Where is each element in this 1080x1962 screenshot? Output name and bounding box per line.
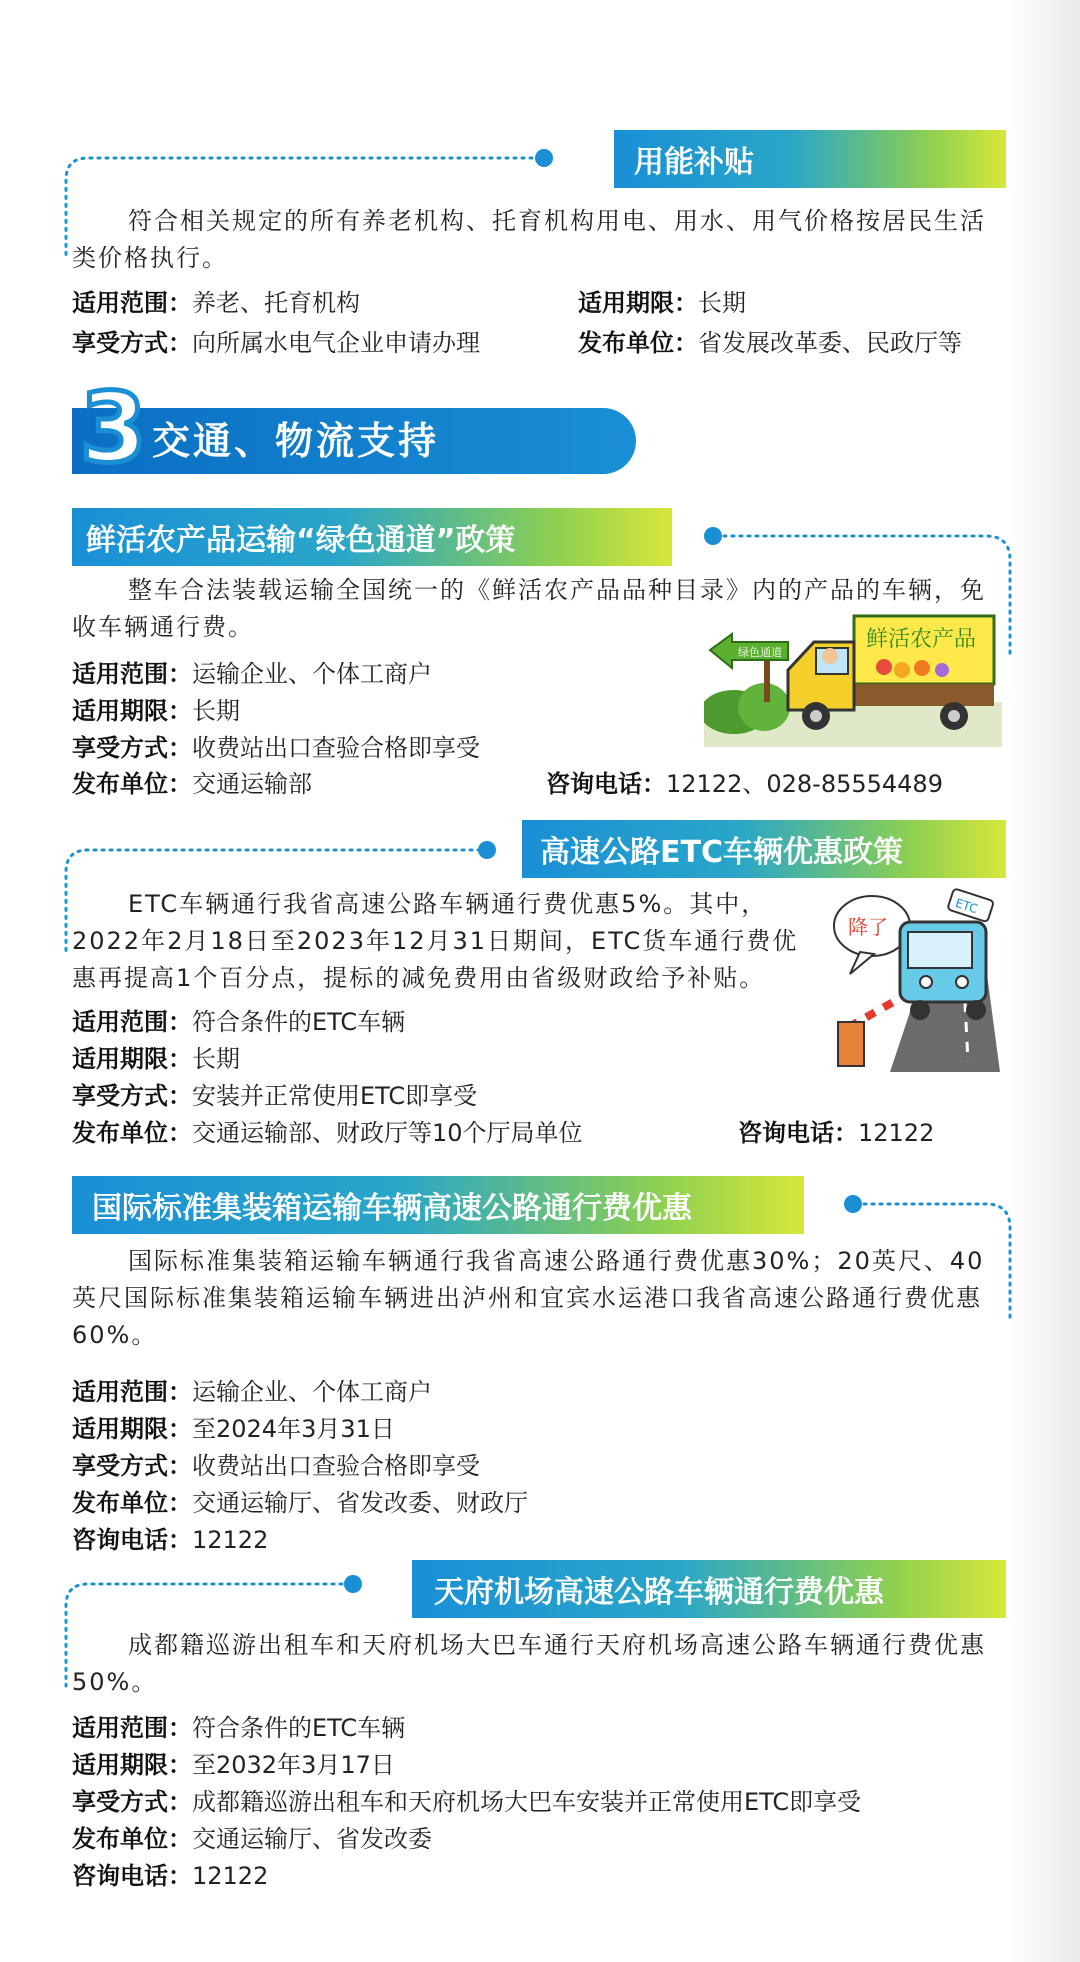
section-header-title: 交通、物流支持 xyxy=(152,419,440,463)
connector-dot xyxy=(478,841,496,859)
cargo-label: 鲜活农产品 xyxy=(866,627,977,652)
meta-scope: 适用范围：符合条件的ETC车辆 xyxy=(72,1714,406,1742)
policy-body: 成都籍巡游出租车和天府机场大巴车通行天府机场高速公路车辆通行费优惠50%。 xyxy=(72,1631,986,1696)
meta-phone: 咨询电话：12122 xyxy=(72,1526,269,1554)
connector-dot xyxy=(844,1195,862,1213)
meta-term: 适用期限：长期 xyxy=(72,697,240,725)
meta-term: 适用期限：长期 xyxy=(578,289,746,317)
truck-illustration xyxy=(704,612,1002,752)
policy-body: 整车合法装载运输全国统一的《鲜活农产品品种目录》内的产品的车辆，免收车辆通行费。 xyxy=(72,576,986,641)
etc-tag-text: ETC xyxy=(953,895,980,917)
policy-body: 国际标准集装箱运输车辆通行我省高速公路通行费优惠30%；20英尺、40英尺国际标准集装箱运输车辆进出泸州和宜宾水运港口我省高速公路通行费优惠60%。 xyxy=(72,1247,985,1349)
policy-body: ETC车辆通行我省高速公路车辆通行费优惠5%。其中，2022年2月18日至2023年12月31日期间，ETC货车通行费优惠再提高1个百分点，提标的减免费用由省级财政给予补贴。 xyxy=(72,890,799,992)
meta-issuer: 发布单位：交通运输部、财政厅等10个厅局单位 xyxy=(72,1119,583,1147)
section-title-text: 用能补贴 xyxy=(634,145,754,180)
meta-scope: 适用范围：符合条件的ETC车辆 xyxy=(72,1008,406,1036)
road-sign-text: 绿色通道 xyxy=(738,646,782,659)
meta-scope: 适用范围：运输企业、个体工商户 xyxy=(72,660,432,688)
meta-scope: 适用范围：养老、托育机构 xyxy=(72,289,360,317)
meta-scope: 适用范围：运输企业、个体工商户 xyxy=(72,1378,432,1406)
meta-phone: 咨询电话：12122 xyxy=(72,1862,269,1890)
connector-dot xyxy=(344,1575,362,1593)
meta-phone: 咨询电话：12122、028-85554489 xyxy=(546,770,943,798)
meta-term: 适用期限：长期 xyxy=(72,1045,240,1073)
meta-method: 享受方式：安装并正常使用ETC即享受 xyxy=(72,1082,478,1110)
section-title-etc xyxy=(522,820,1006,878)
meta-method: 享受方式：向所属水电气企业申请办理 xyxy=(72,329,480,357)
meta-issuer: 发布单位：交通运输厅、省发改委 xyxy=(72,1825,432,1853)
bubble-text: 降了 xyxy=(848,915,888,939)
section-title-text: 天府机场高速公路车辆通行费优惠 xyxy=(434,1575,884,1610)
meta-term: 适用期限：至2032年3月17日 xyxy=(72,1751,395,1779)
section-title-energy-subsidy xyxy=(614,130,1006,188)
connector-dot xyxy=(704,527,722,545)
section-title-green-channel xyxy=(72,508,672,566)
meta-phone: 咨询电话：12122 xyxy=(738,1119,935,1147)
meta-term: 适用期限：至2024年3月31日 xyxy=(72,1415,395,1443)
section-number: 3 xyxy=(80,372,147,484)
section-title-text: 鲜活农产品运输“绿色通道”政策 xyxy=(86,523,516,558)
meta-issuer: 发布单位：省发展改革委、民政厅等 xyxy=(578,329,962,357)
page-edge-shadow xyxy=(1010,0,1080,1962)
section-title-text: 高速公路ETC车辆优惠政策 xyxy=(540,835,903,870)
section-title-container xyxy=(72,1176,804,1234)
meta-issuer: 发布单位：交通运输厅、省发改委、财政厅 xyxy=(72,1489,528,1517)
section-title-text: 国际标准集装箱运输车辆高速公路通行费优惠 xyxy=(92,1191,692,1226)
meta-issuer: 发布单位：交通运输部 xyxy=(72,770,312,798)
meta-method: 享受方式：收费站出口查验合格即享受 xyxy=(72,1452,480,1480)
meta-method: 享受方式：收费站出口查验合格即享受 xyxy=(72,734,480,762)
connector-dot xyxy=(535,149,553,167)
policy-body: 符合相关规定的所有养老机构、托育机构用电、用水、用气价格按居民生活类价格执行。 xyxy=(72,207,986,272)
etc-truck-illustration xyxy=(830,882,1008,1072)
meta-method: 享受方式：成都籍巡游出租车和天府机场大巴车安装并正常使用ETC即享受 xyxy=(72,1788,862,1816)
section-title-tianfu xyxy=(412,1560,1006,1618)
